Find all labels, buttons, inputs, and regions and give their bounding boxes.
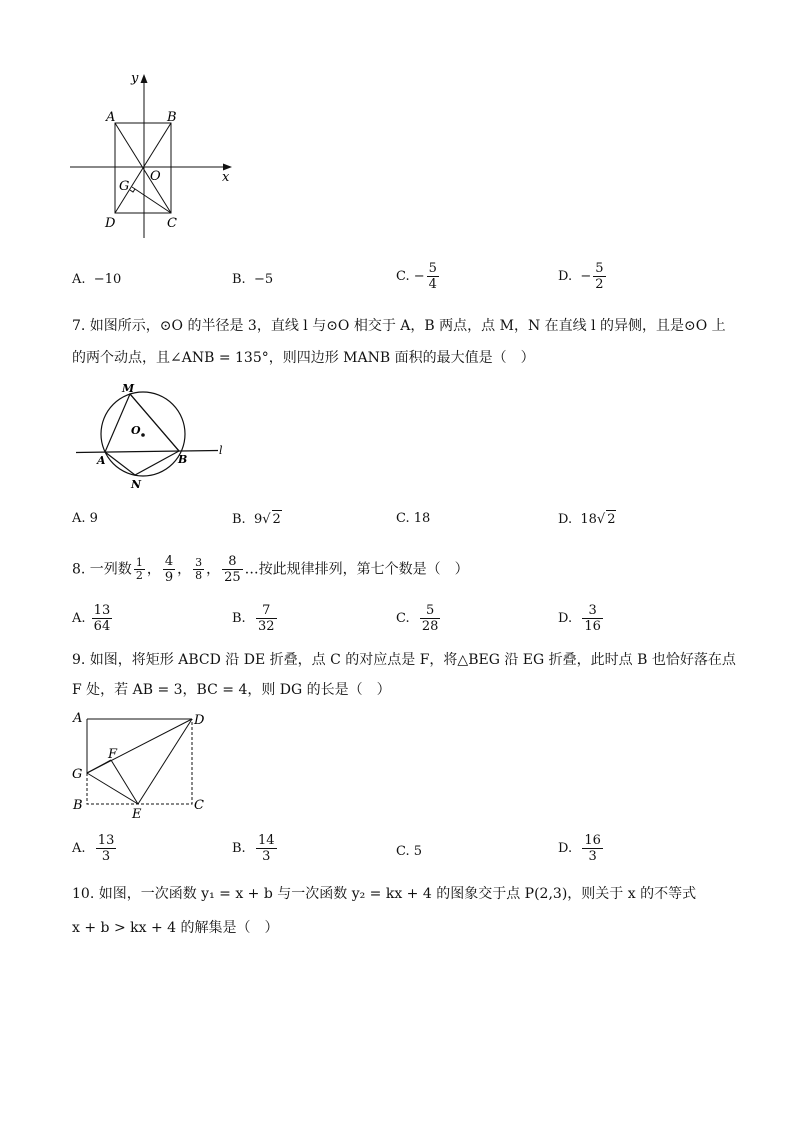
numerator: 3 (195, 556, 203, 569)
stem-suffix: …按此规律排列，第七个数是（ ） (244, 561, 469, 578)
q9-option-a[interactable] (72, 833, 118, 864)
q6-option-c[interactable] (396, 261, 441, 292)
fraction (420, 603, 441, 634)
fraction-3 (193, 557, 204, 582)
y-axis-arrow (141, 74, 148, 83)
option-letter: B. (232, 512, 246, 527)
q7-figure (70, 378, 230, 496)
label-b: B (178, 453, 188, 466)
q7-option-b[interactable] (232, 510, 282, 529)
numerator: 13 (93, 603, 111, 618)
numerator: 5 (595, 261, 604, 276)
label-a: A (97, 454, 106, 467)
label-g: G (72, 767, 83, 782)
segment-cg (132, 187, 171, 213)
option-value: −5 (253, 272, 274, 287)
label-a: A (106, 110, 116, 125)
fraction (96, 833, 117, 864)
option-letter: D. (558, 611, 573, 626)
q9-option-c[interactable] (396, 843, 422, 861)
q6-option-a[interactable] (72, 271, 121, 289)
denominator: 28 (421, 619, 439, 634)
label-b: B (73, 798, 83, 813)
denominator: 2 (135, 569, 143, 582)
label-o: O (131, 424, 141, 437)
q10-line-1: 10. 如图，一次函数 y₁ = x + b 与一次函数 y₂ = kx + 4 的图象交于点 P(2,3)，则关于 x 的不等式 (72, 886, 697, 902)
numerator: 5 (420, 603, 441, 619)
fraction-2 (163, 554, 175, 585)
coefficient: 9 (253, 512, 263, 527)
q9-option-d[interactable] (558, 833, 605, 864)
radicand: 2 (272, 512, 281, 527)
q6-option-d[interactable] (558, 261, 608, 292)
option-letter: A. (72, 611, 86, 626)
q9-line-2: F 处，若 AB = 3，BC = 4，则 DG 的长是（ ） (72, 682, 391, 698)
numerator: 16 (584, 833, 601, 848)
denominator: 9 (164, 570, 174, 585)
q9-line-1: 9. 如图，将矩形 ABCD 沿 DE 折叠，点 C 的对应点是 F，将△BEG 沿 EG 折叠，此时点 B 也恰好落在点 (72, 652, 736, 668)
q8-option-b[interactable] (232, 603, 279, 634)
label-o: O (150, 169, 161, 184)
q8-option-c[interactable] (396, 603, 442, 634)
right-angle-mark (130, 189, 135, 192)
q6-figure (60, 66, 250, 246)
radical-sign: √ (596, 512, 606, 527)
option-text: C. 5 (396, 844, 423, 859)
option-text: C. 18 (396, 511, 431, 526)
label-a: A (73, 711, 83, 726)
numerator: 13 (97, 833, 115, 848)
option-letter: C. (396, 611, 410, 626)
option-letter: B. (232, 841, 246, 856)
numerator: 14 (257, 833, 275, 848)
numerator: 3 (582, 603, 603, 619)
label-c: C (194, 798, 204, 813)
q10-line-2: x + b > kx + 4 的解集是（ ） (72, 920, 279, 936)
minus-sign: − (580, 269, 592, 284)
q9-option-b[interactable] (232, 833, 279, 864)
q7-line-2: 的两个动点，且∠ANB = 135°，则四边形 MANB 面积的最大值是（ ） (72, 350, 535, 366)
option-letter: D. (558, 269, 573, 284)
option-text: A. 9 (72, 511, 98, 526)
numerator: 7 (256, 603, 277, 619)
denominator: 32 (257, 619, 275, 634)
option-letter: A. (72, 272, 86, 287)
numerator: 4 (164, 554, 174, 569)
denominator: 25 (224, 570, 241, 585)
q8-stem: 8. 一列数 $\frac{1}{2}$ ， $\frac{4}{9}$ ， $\frac{3}{8}$ ， $\frac{8}{25}$ …按此规律排列，第七个数是（ ） (72, 554, 469, 585)
dashed-edges (87, 719, 192, 804)
fraction (256, 603, 277, 634)
minus-sign: − (413, 269, 425, 284)
label-c: C (167, 216, 177, 231)
center-dot (141, 433, 145, 437)
fraction-4 (222, 554, 243, 585)
fraction (582, 833, 603, 864)
label-e: E (132, 807, 142, 822)
option-letter: D. (558, 512, 573, 527)
label-l: l (219, 444, 223, 457)
denominator: 2 (595, 277, 604, 292)
stem-prefix: 8. 一列数 (72, 561, 132, 578)
option-letter: B. (232, 272, 246, 287)
fraction (427, 261, 439, 292)
label-f: F (108, 747, 118, 762)
fraction (92, 603, 113, 634)
label-d: D (105, 216, 116, 231)
line-l (76, 451, 218, 453)
denominator: 3 (262, 849, 271, 864)
q7-line-1: 7. 如图所示，⊙O 的半径是 3，直线 l 与⊙O 相交于 A，B 两点，点 M，N 在直线 l 的异侧，且是⊙O 上 (72, 318, 726, 334)
label-m: M (122, 382, 135, 395)
q9-figure (66, 708, 216, 822)
fraction-1 (134, 557, 145, 582)
radicand: 2 (607, 512, 616, 527)
option-letter: D. (558, 841, 573, 856)
numerator: 5 (428, 261, 437, 276)
option-letter: B. (232, 611, 246, 626)
option-letter: C. (396, 269, 410, 284)
numerator: 1 (135, 556, 143, 569)
label-g: G (119, 179, 130, 194)
numerator: 8 (222, 554, 243, 570)
label-n: N (131, 478, 142, 491)
label-d: D (194, 713, 205, 728)
q6-option-b[interactable] (232, 271, 273, 289)
label-x: x (222, 170, 230, 185)
denominator: 3 (588, 849, 597, 864)
q8-option-d[interactable] (558, 603, 605, 634)
q7-option-d[interactable] (558, 510, 616, 529)
label-b: B (167, 110, 177, 125)
denominator: 64 (93, 619, 111, 634)
q7-option-a[interactable] (72, 510, 98, 528)
coefficient: 18 (580, 512, 597, 527)
segment-de (138, 719, 192, 804)
label-y: y (131, 71, 139, 86)
q8-option-a[interactable] (72, 603, 114, 634)
q7-option-c[interactable] (396, 510, 430, 528)
fraction (582, 603, 603, 634)
option-letter: A. (72, 841, 86, 856)
option-value: −10 (93, 272, 122, 287)
segment-fe (111, 760, 138, 804)
segment-ge (87, 773, 138, 804)
denominator: 16 (584, 619, 601, 634)
denominator: 8 (195, 569, 203, 582)
fraction (593, 261, 605, 292)
fraction (256, 833, 277, 864)
radical-sign: √ (262, 512, 271, 527)
denominator: 3 (101, 849, 111, 864)
denominator: 4 (428, 277, 437, 292)
